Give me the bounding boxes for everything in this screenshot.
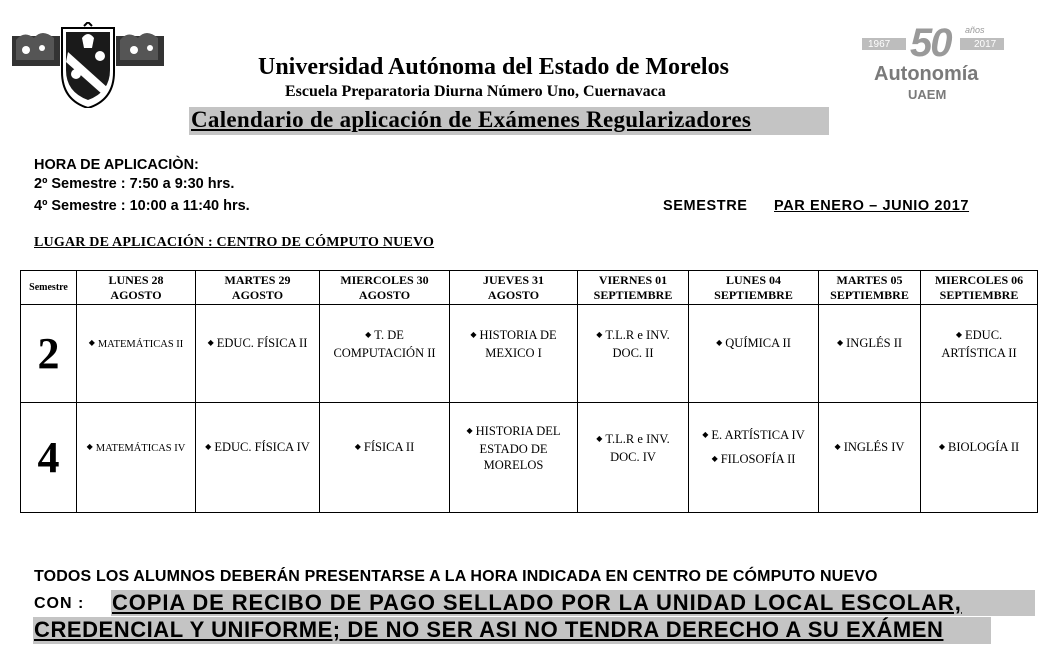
diamond-bullet-icon: ◆ xyxy=(365,329,372,339)
diamond-bullet-icon: ◆ xyxy=(207,337,214,347)
diamond-bullet-icon: ◆ xyxy=(354,441,361,451)
subject-name: HISTORIA DEL ESTADO DE MORELOS xyxy=(475,423,561,472)
diamond-bullet-icon: ◆ xyxy=(711,453,718,463)
subject-name: FÍSICA II xyxy=(363,439,415,454)
semestre-number: 4 xyxy=(21,403,77,513)
day-header-line1: LUNES 04 xyxy=(725,272,781,287)
day-header-line2: AGOSTO xyxy=(487,287,540,302)
subject-name: HISTORIA DE MEXICO I xyxy=(479,327,557,360)
subject-name: T. DE COMPUTACIÓN II xyxy=(333,327,436,360)
diamond-bullet-icon: ◆ xyxy=(938,441,945,451)
year-end-label: 2017 xyxy=(974,39,997,50)
subject-cell xyxy=(819,305,921,403)
diamond-bullet-icon: ◆ xyxy=(88,337,95,347)
subject-cell xyxy=(450,305,578,403)
subject-cell xyxy=(578,403,689,513)
diamond-bullet-icon: ◆ xyxy=(836,337,844,347)
sem2-schedule: 2º Semestre : 7:50 a 9:30 hrs. xyxy=(34,176,235,192)
subject-name: E. ARTÍSTICA IV xyxy=(711,427,805,442)
day-header-line1: MARTES 05 xyxy=(836,272,903,287)
hora-label: HORA DE APLICACIÒN: xyxy=(34,157,199,173)
diamond-bullet-icon: ◆ xyxy=(702,429,709,439)
subject-name: FILOSOFÍA II xyxy=(720,451,796,466)
subject-cell xyxy=(77,403,196,513)
footer-instruction: TODOS LOS ALUMNOS DEBERÁN PRESENTARSE A LA HORA INDICADA EN CENTRO DE CÓMPUTO NUEVO xyxy=(34,568,878,585)
day-header-line2: SEPTIEMBRE xyxy=(830,287,909,302)
day-header-line1: MIERCOLES 30 xyxy=(340,272,429,287)
semestre-header: Semestre xyxy=(21,271,77,305)
diamond-bullet-icon: ◆ xyxy=(205,441,212,451)
school-name: Escuela Preparatoria Diurna Número Uno, Cuernavaca xyxy=(285,83,666,100)
subject-name: T.L.R e INV. DOC. IV xyxy=(605,431,670,464)
day-header-line1: MARTES 29 xyxy=(224,272,291,287)
subject-name: BIOLOGÍA II xyxy=(947,439,1020,454)
subject-cell xyxy=(689,403,819,513)
diamond-bullet-icon: ◆ xyxy=(86,441,93,451)
diamond-bullet-icon: ◆ xyxy=(596,329,603,339)
day-header-line1: JUEVES 31 xyxy=(482,272,544,287)
lugar-aplicacion: LUGAR DE APLICACIÓN : CENTRO DE CÓMPUTO NUEVO xyxy=(34,235,435,250)
day-header xyxy=(921,271,1038,305)
semestre-number: 2 xyxy=(21,305,77,403)
day-header-line2: SEPTIEMBRE xyxy=(939,287,1019,302)
subject-cell xyxy=(196,305,320,403)
diamond-bullet-icon: ◆ xyxy=(470,329,477,339)
subject-name: EDUC. FÍSICA II xyxy=(216,335,308,350)
subject-cell xyxy=(450,403,578,513)
subject-cell xyxy=(196,403,320,513)
subject-name: EDUC. ARTÍSTICA II xyxy=(941,327,1017,360)
sem4-schedule: 4º Semestre : 10:00 a 11:40 hrs. xyxy=(34,198,250,214)
day-header xyxy=(320,271,450,305)
day-header-line2: SEPTIEMBRE xyxy=(714,287,793,302)
subject-name: QUÍMICA II xyxy=(725,335,791,350)
footer-con-label: CON : xyxy=(34,595,85,612)
table-row xyxy=(21,305,1038,403)
day-header-line1: MIERCOLES 06 xyxy=(934,272,1024,287)
exam-calendar-table xyxy=(20,270,1038,513)
subject-name: INGLÉS IV xyxy=(843,439,905,454)
table-row xyxy=(21,403,1038,513)
day-header-line1: VIERNES 01 xyxy=(598,272,668,287)
diamond-bullet-icon: ◆ xyxy=(466,425,473,435)
subject-name: MATEMÁTICAS II xyxy=(97,338,184,350)
diamond-bullet-icon: ◆ xyxy=(834,441,841,451)
subject-cell xyxy=(819,403,921,513)
day-header xyxy=(450,271,578,305)
day-header-line2: AGOSTO xyxy=(358,287,411,302)
table-header-row xyxy=(21,271,1038,305)
diamond-bullet-icon: ◆ xyxy=(955,329,962,339)
day-header xyxy=(689,271,819,305)
subject-cell xyxy=(578,305,689,403)
semestre-label: SEMESTRE xyxy=(663,198,748,214)
day-header-line1: LUNES 28 xyxy=(108,272,164,287)
footer-requirements-line2: CREDENCIAL Y UNIFORME; DE NO SER ASI NO TENDRA DERECHO A SU EXÁMEN xyxy=(34,617,944,642)
day-header-line2: AGOSTO xyxy=(231,287,284,302)
subject-cell xyxy=(320,305,450,403)
50-years-autonomy-logo xyxy=(862,21,1004,107)
day-header xyxy=(578,271,689,305)
subject-cell xyxy=(77,305,196,403)
subject-cell xyxy=(320,403,450,513)
diamond-bullet-icon: ◆ xyxy=(716,337,723,347)
year-start-label: 1967 xyxy=(868,39,891,50)
subject-cell xyxy=(921,305,1038,403)
day-header xyxy=(77,271,196,305)
day-header xyxy=(819,271,921,305)
subject-name: T.L.R e INV. DOC. II xyxy=(605,327,670,360)
subject-name: INGLÉS II xyxy=(846,335,903,350)
years-word: años xyxy=(965,25,985,35)
fifty-number: 50 xyxy=(910,21,951,65)
uaem-word: UAEM xyxy=(908,87,947,102)
day-header-line2: SEPTIEMBRE xyxy=(593,287,673,302)
diamond-bullet-icon: ◆ xyxy=(596,433,603,443)
university-name: Universidad Autónoma del Estado de Morelos xyxy=(258,54,729,80)
footer-requirements-line1: COPIA DE RECIBO DE PAGO SELLADO POR LA UNIDAD LOCAL ESCOLAR, xyxy=(112,590,962,615)
subject-cell xyxy=(921,403,1038,513)
day-header-line2: AGOSTO xyxy=(110,287,162,302)
subject-name: MATEMÁTICAS IV xyxy=(95,442,186,454)
semestre-value: PAR ENERO – JUNIO 2017 xyxy=(774,198,970,214)
uaem-coat-of-arms-logo xyxy=(12,22,164,108)
day-header xyxy=(196,271,320,305)
calendar-title-banner xyxy=(189,107,829,135)
subject-cell xyxy=(689,305,819,403)
calendar-title: Calendario de aplicación de Exámenes Regularizadores xyxy=(191,107,752,132)
subject-name: EDUC. FÍSICA IV xyxy=(214,439,310,454)
autonomia-word: Autonomía xyxy=(874,63,979,85)
